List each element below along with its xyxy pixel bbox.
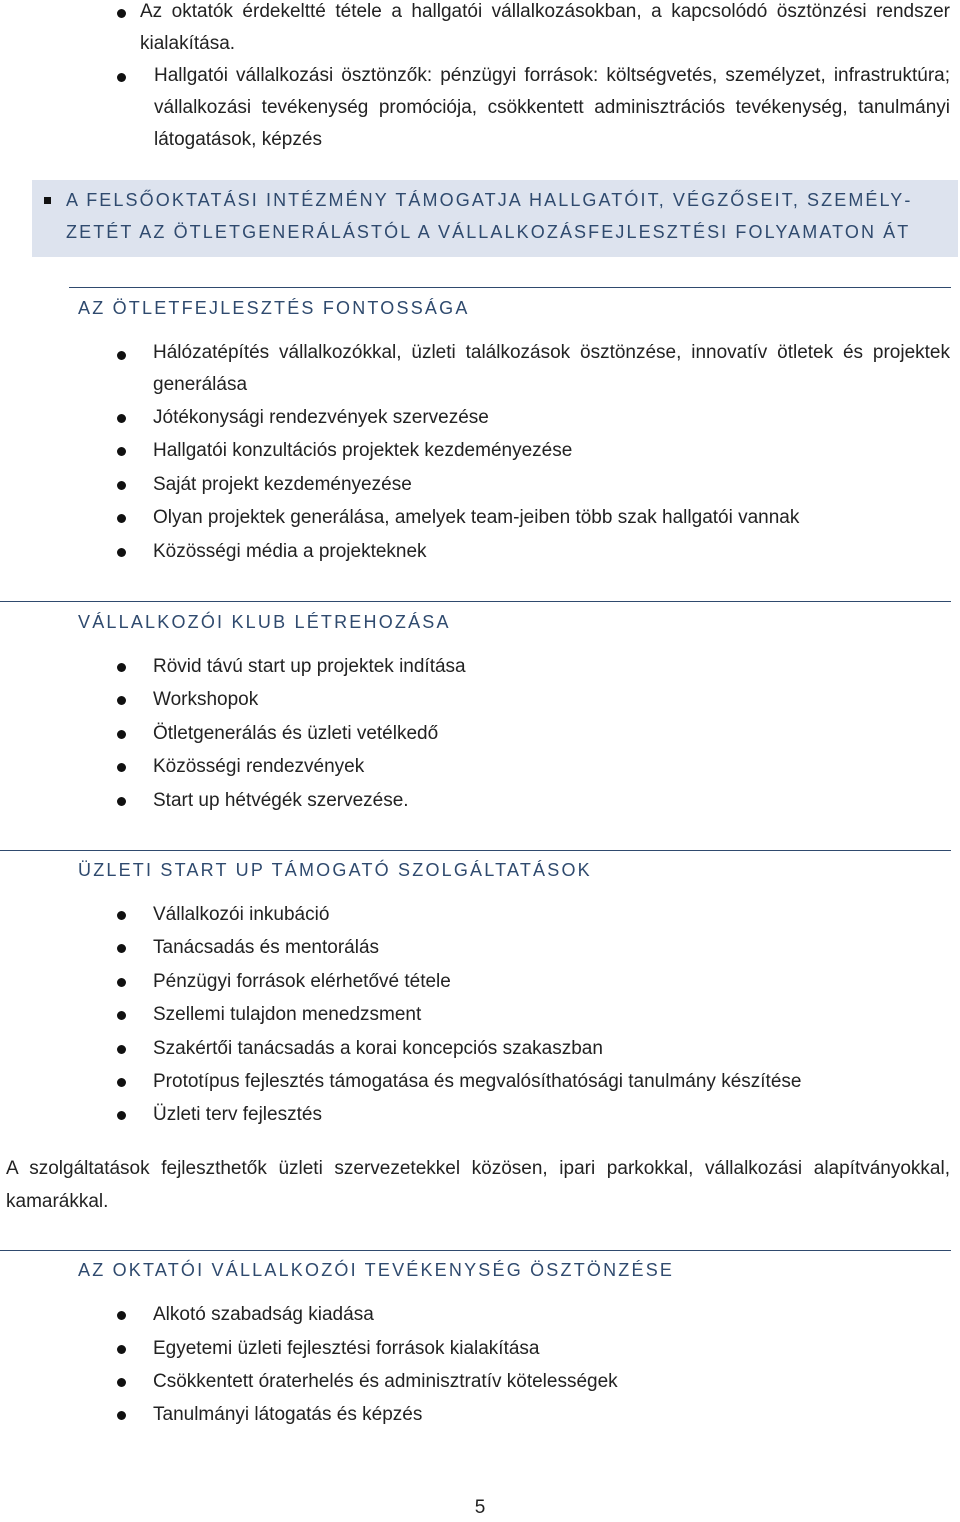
bullet-icon — [117, 351, 126, 360]
bullet-icon — [117, 1411, 126, 1420]
bullet-icon — [117, 73, 126, 82]
body-paragraph: A szolgáltatások fejleszthetők üzleti szervezetekkel közösen, ipari parkokkal, vállalkozási alapítványokkal, kamarákkal. — [6, 1158, 950, 1212]
bullet-icon — [117, 797, 126, 806]
section-divider — [69, 287, 951, 288]
bullet-icon — [117, 447, 126, 456]
bullet-icon — [117, 663, 126, 672]
bullet-icon — [117, 9, 126, 18]
bullet-icon — [117, 978, 126, 987]
list-item: Workshopok — [153, 689, 259, 710]
bullet-icon — [117, 548, 126, 557]
list-item: Saját projekt kezdeményezése — [153, 474, 412, 495]
bullet-icon — [117, 514, 126, 523]
bullet-icon — [117, 730, 126, 739]
list-item: Olyan projektek generálása, amelyek team-jeiben több szak hallgatói vannak — [153, 507, 800, 528]
list-item: Szakértői tanácsadás a korai koncepciós szakaszban — [153, 1038, 603, 1059]
section-divider — [0, 850, 951, 851]
list-item: Közösségi média a projekteknek — [153, 541, 427, 562]
bullet-icon — [117, 1311, 126, 1320]
bullet-icon — [117, 481, 126, 490]
list-item: Prototípus fejlesztés támogatása és megvalósíthatósági tanulmány készítése — [153, 1071, 802, 1092]
bullet-icon — [117, 1345, 126, 1354]
bullet-icon — [117, 1078, 126, 1087]
bullet-icon — [117, 763, 126, 772]
bullet-icon — [117, 1378, 126, 1387]
list-item: Ötletgenerálás és üzleti vetélkedő — [153, 723, 439, 744]
square-bullet-icon — [44, 197, 51, 204]
list-item: Hallgatói konzultációs projektek kezdeményezése — [153, 440, 573, 461]
section-heading: ÜZLETI START UP TÁMOGATÓ SZOLGÁLTATÁSOK — [78, 860, 592, 880]
section-heading: VÁLLALKOZÓI KLUB LÉTREHOZÁSA — [78, 612, 451, 632]
bullet-icon — [117, 1011, 126, 1020]
list-item: Hallgatói vállalkozási ösztönzők: pénzügyi források: költségvetés, személyzet, infrastruktúra; vállalkozási tevékenység promóciója, csökkentett adminisztrációs tevékenység, tanulmányi látogatások, képzés — [154, 65, 950, 150]
list-item: Egyetemi üzleti fejlesztési források kialakítása — [153, 1338, 540, 1359]
banner-heading: A FELSŐOKTATÁSI INTÉZMÉNY TÁMOGATJA HALLGATÓIT, VÉGZŐSEIT, SZEMÉLYZETÉT AZ ÖTLETGENERÁLÁSTÓL A VÁLLALKOZÁSFEJLESZTÉSI FOLYAMATON ÁT — [66, 190, 911, 242]
list-item: Vállalkozói inkubáció — [153, 904, 330, 925]
page-number: 5 — [474, 1497, 486, 1518]
section-heading: AZ OKTATÓI VÁLLALKOZÓI TEVÉKENYSÉG ÖSZTÖNZÉSE — [78, 1260, 675, 1280]
section-divider — [0, 1250, 951, 1251]
bullet-icon — [117, 1045, 126, 1054]
list-item: Tanulmányi látogatás és képzés — [153, 1404, 423, 1425]
list-item: Hálózatépítés vállalkozókkal, üzleti találkozások ösztönzése, innovatív ötletek és projektek generálása — [153, 342, 950, 395]
list-item: Alkotó szabadság kiadása — [153, 1304, 374, 1325]
list-item: Csökkentett óraterhelés és adminisztratív kötelességek — [153, 1371, 618, 1392]
section-heading: AZ ÖTLETFEJLESZTÉS FONTOSSÁGA — [78, 298, 470, 318]
bullet-icon — [117, 414, 126, 423]
bullet-icon — [117, 911, 126, 920]
list-item: Üzleti terv fejlesztés — [153, 1104, 322, 1125]
list-item: Rövid távú start up projektek indítása — [153, 656, 466, 677]
list-item: Pénzügyi források elérhetővé tétele — [153, 971, 451, 992]
list-item: Közösségi rendezvények — [153, 756, 365, 777]
section-divider — [0, 601, 951, 602]
list-item: Az oktatók érdekeltté tétele a hallgatói vállalkozásokban, a kapcsolódó ösztönzési rendszer kialakítása. — [140, 1, 950, 54]
list-item: Tanácsadás és mentorálás — [153, 937, 380, 958]
bullet-icon — [117, 696, 126, 705]
bullet-icon — [117, 944, 126, 953]
list-item: Jótékonysági rendezvények szervezése — [153, 407, 489, 428]
list-item: Szellemi tulajdon menedzsment — [153, 1004, 422, 1025]
bullet-icon — [117, 1111, 126, 1120]
list-item: Start up hétvégék szervezése. — [153, 790, 409, 811]
